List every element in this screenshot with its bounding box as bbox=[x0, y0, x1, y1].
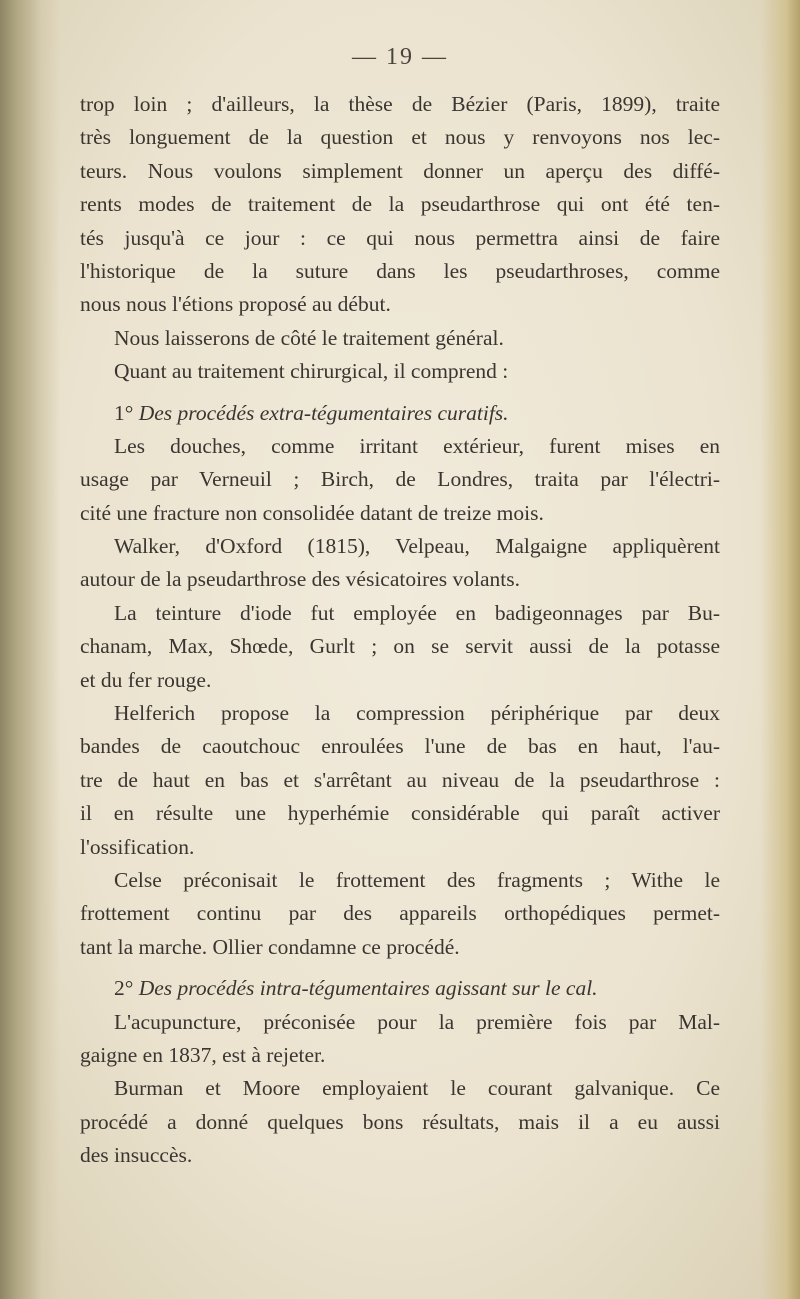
text-line: il en résulte une hyperhémie considérable qui paraît activer bbox=[80, 801, 720, 826]
text-line: bandes de caoutchouc enroulées l'une de bas en haut, l'au- bbox=[80, 734, 720, 759]
text-line: Nous laisserons de côté le traitement général. bbox=[114, 325, 504, 350]
text-line: et du fer rouge. bbox=[80, 667, 212, 692]
section-heading bbox=[80, 972, 720, 1005]
text-line: autour de la pseudarthrose des vésicatoires volants. bbox=[80, 567, 521, 592]
section-number: 2° bbox=[114, 976, 139, 1001]
text-line: Quant au traitement chirurgical, il comprend : bbox=[114, 359, 509, 384]
text-line: l'ossification. bbox=[80, 834, 195, 859]
text-line: L'acupuncture, préconisée pour la première fois par Mal- bbox=[114, 1009, 720, 1034]
text-line: tés jusqu'à ce jour : ce qui nous permettra ainsi de faire bbox=[80, 225, 720, 250]
text-line: frottement continu par des appareils orthopédiques permet- bbox=[80, 901, 720, 926]
text-line: chanam, Max, Shœde, Gurlt ; on se servit aussi de la potasse bbox=[80, 634, 720, 659]
text-line: Walker, d'Oxford (1815), Velpeau, Malgaigne appliquèrent bbox=[114, 534, 720, 559]
section-title: Des procédés intra-tégumentaires agissant sur le cal. bbox=[138, 976, 598, 1001]
text-line: nous nous l'étions proposé au début. bbox=[80, 292, 391, 317]
text-line: procédé a donné quelques bons résultats, mais il a eu aussi bbox=[80, 1109, 720, 1134]
text-line: usage par Verneuil ; Birch, de Londres, traita par l'électri- bbox=[80, 467, 720, 492]
text-line: trop loin ; d'ailleurs, la thèse de Bézier (Paris, 1899), traite bbox=[80, 92, 720, 116]
text-line: des insuccès. bbox=[80, 1143, 193, 1168]
text-line: La teinture d'iode fut employée en badigeonnages par Bu- bbox=[114, 600, 720, 625]
text-line: Helferich propose la compression périphérique par deux bbox=[114, 701, 720, 726]
page-number: — 19 — bbox=[352, 44, 448, 70]
text-line: Burman et Moore employaient le courant galvanique. Ce bbox=[114, 1076, 720, 1101]
page-edge-stain bbox=[760, 0, 800, 1299]
text-line: très longuement de la question et nous y renvoyons nos lec- bbox=[80, 125, 720, 150]
text-line: Les douches, comme irritant extérieur, furent mises en bbox=[114, 433, 720, 458]
text-line: cité une fracture non consolidée datant de treize mois. bbox=[80, 500, 544, 525]
page-binding-shadow bbox=[0, 0, 60, 1299]
text-line: gaigne en 1837, est à rejeter. bbox=[80, 1042, 326, 1067]
text-line: l'historique de la suture dans les pseudarthroses, comme bbox=[80, 258, 720, 283]
text-line: tre de haut en bas et s'arrêtant au niveau de la pseudarthrose : bbox=[80, 767, 720, 792]
text-line: tant la marche. Ollier condamne ce procédé. bbox=[80, 934, 460, 959]
section-title: Des procédés extra-tégumentaires curatifs. bbox=[138, 400, 509, 425]
body-text bbox=[80, 88, 720, 1173]
section-heading bbox=[80, 397, 720, 430]
text-line: Celse préconisait le frottement des fragments ; Withe le bbox=[114, 867, 720, 892]
section-number: 1° bbox=[114, 400, 139, 425]
text-line: rents modes de traitement de la pseudarthrose qui ont été ten- bbox=[80, 192, 720, 217]
text-line: teurs. Nous voulons simplement donner un aperçu des diffé- bbox=[80, 158, 720, 183]
